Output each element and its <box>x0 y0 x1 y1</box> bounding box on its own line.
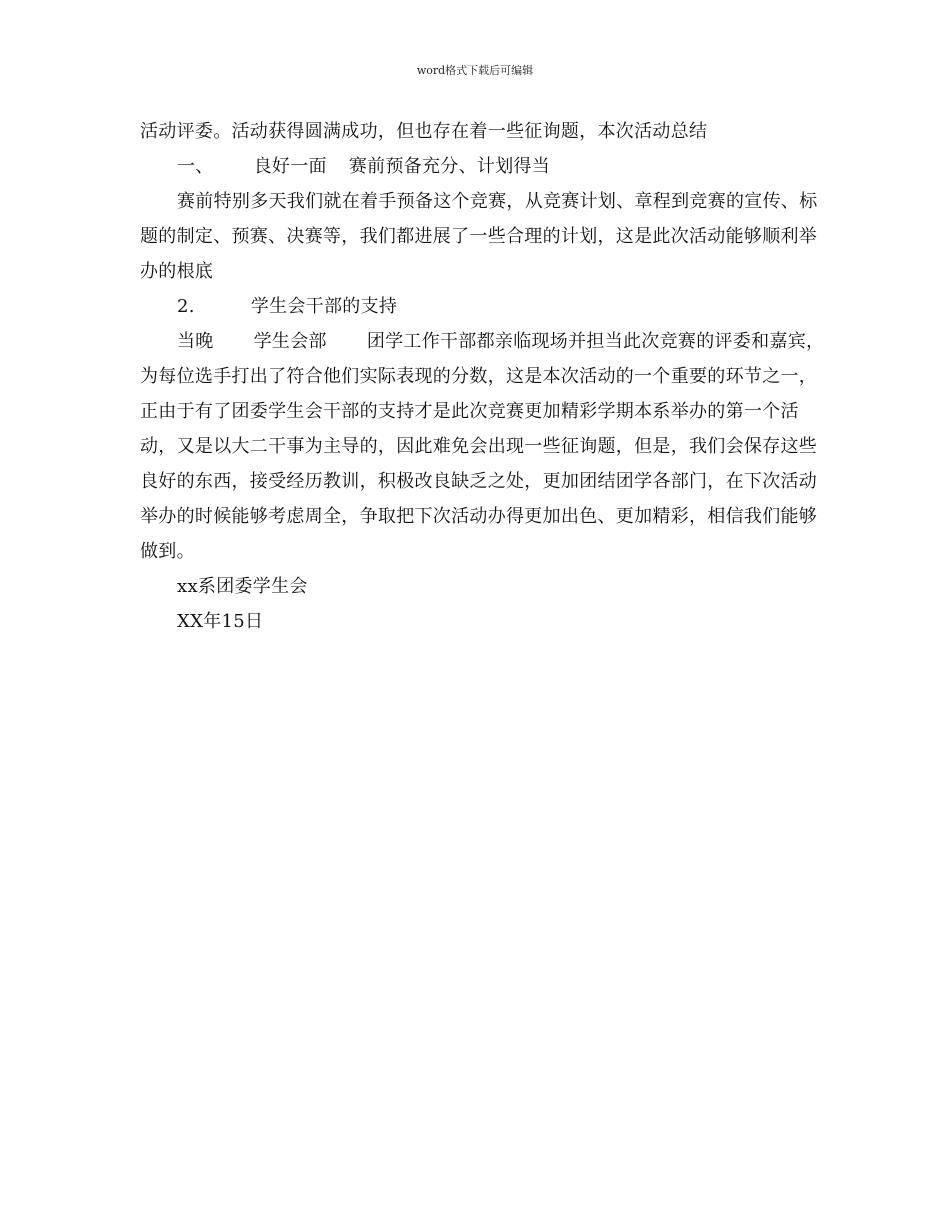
paragraph-fragment: 团学工作干部都亲临现场并担当此次竞赛的评委和嘉宾，为每位选手打出了符合他们实际表现的分数，这是本次活动的一个重要的环节之一，正由于有了团委学生会干部的支持才是此次竞赛更加精彩学期本系举办的第一个活动，又是以大二干事为主导的，因此难免会出现一些征询题，但是，我们会保存这些良好的东西，接受经历教训，积极改良缺乏之处，更加团结团学各部门，在下次活动举办的时候能够考虑周全，争取把下次活动办得更加出色、更加精彩，相信我们能够做到。 <box>140 331 825 562</box>
page-header: word格式下载后可编辑 <box>416 64 534 77</box>
paragraph-preparation: 赛前特别多天我们就在着手预备这个竞赛，从竞赛计划、章程到竞赛的宣传、标题的制定、预赛、决赛等，我们都进展了一些合理的计划，这是此次活动能够顺利举办的根底 <box>140 191 818 282</box>
heading-number: 一、 <box>177 156 214 177</box>
heading-title: 学生会干部的支持 <box>250 296 398 317</box>
heading-section-1 <box>140 149 830 184</box>
signature-organization: xx系团委学生会 <box>177 576 308 597</box>
paragraph-intro: 活动评委。活动获得圆满成功，但也存在着一些征询题，本次活动总结 <box>140 121 708 142</box>
document-body <box>140 114 830 639</box>
heading-section-2 <box>140 289 830 324</box>
paragraph-fragment: 学生会部 <box>253 331 327 352</box>
paragraph-support <box>140 324 830 569</box>
signature-date: XX年15日 <box>177 611 264 632</box>
heading-subtitle: 赛前预备充分、计划得当 <box>348 156 551 177</box>
heading-title: 良好一面 <box>253 156 327 177</box>
heading-number: 2. <box>177 296 195 317</box>
paragraph-fragment: 当晚 <box>177 331 214 352</box>
